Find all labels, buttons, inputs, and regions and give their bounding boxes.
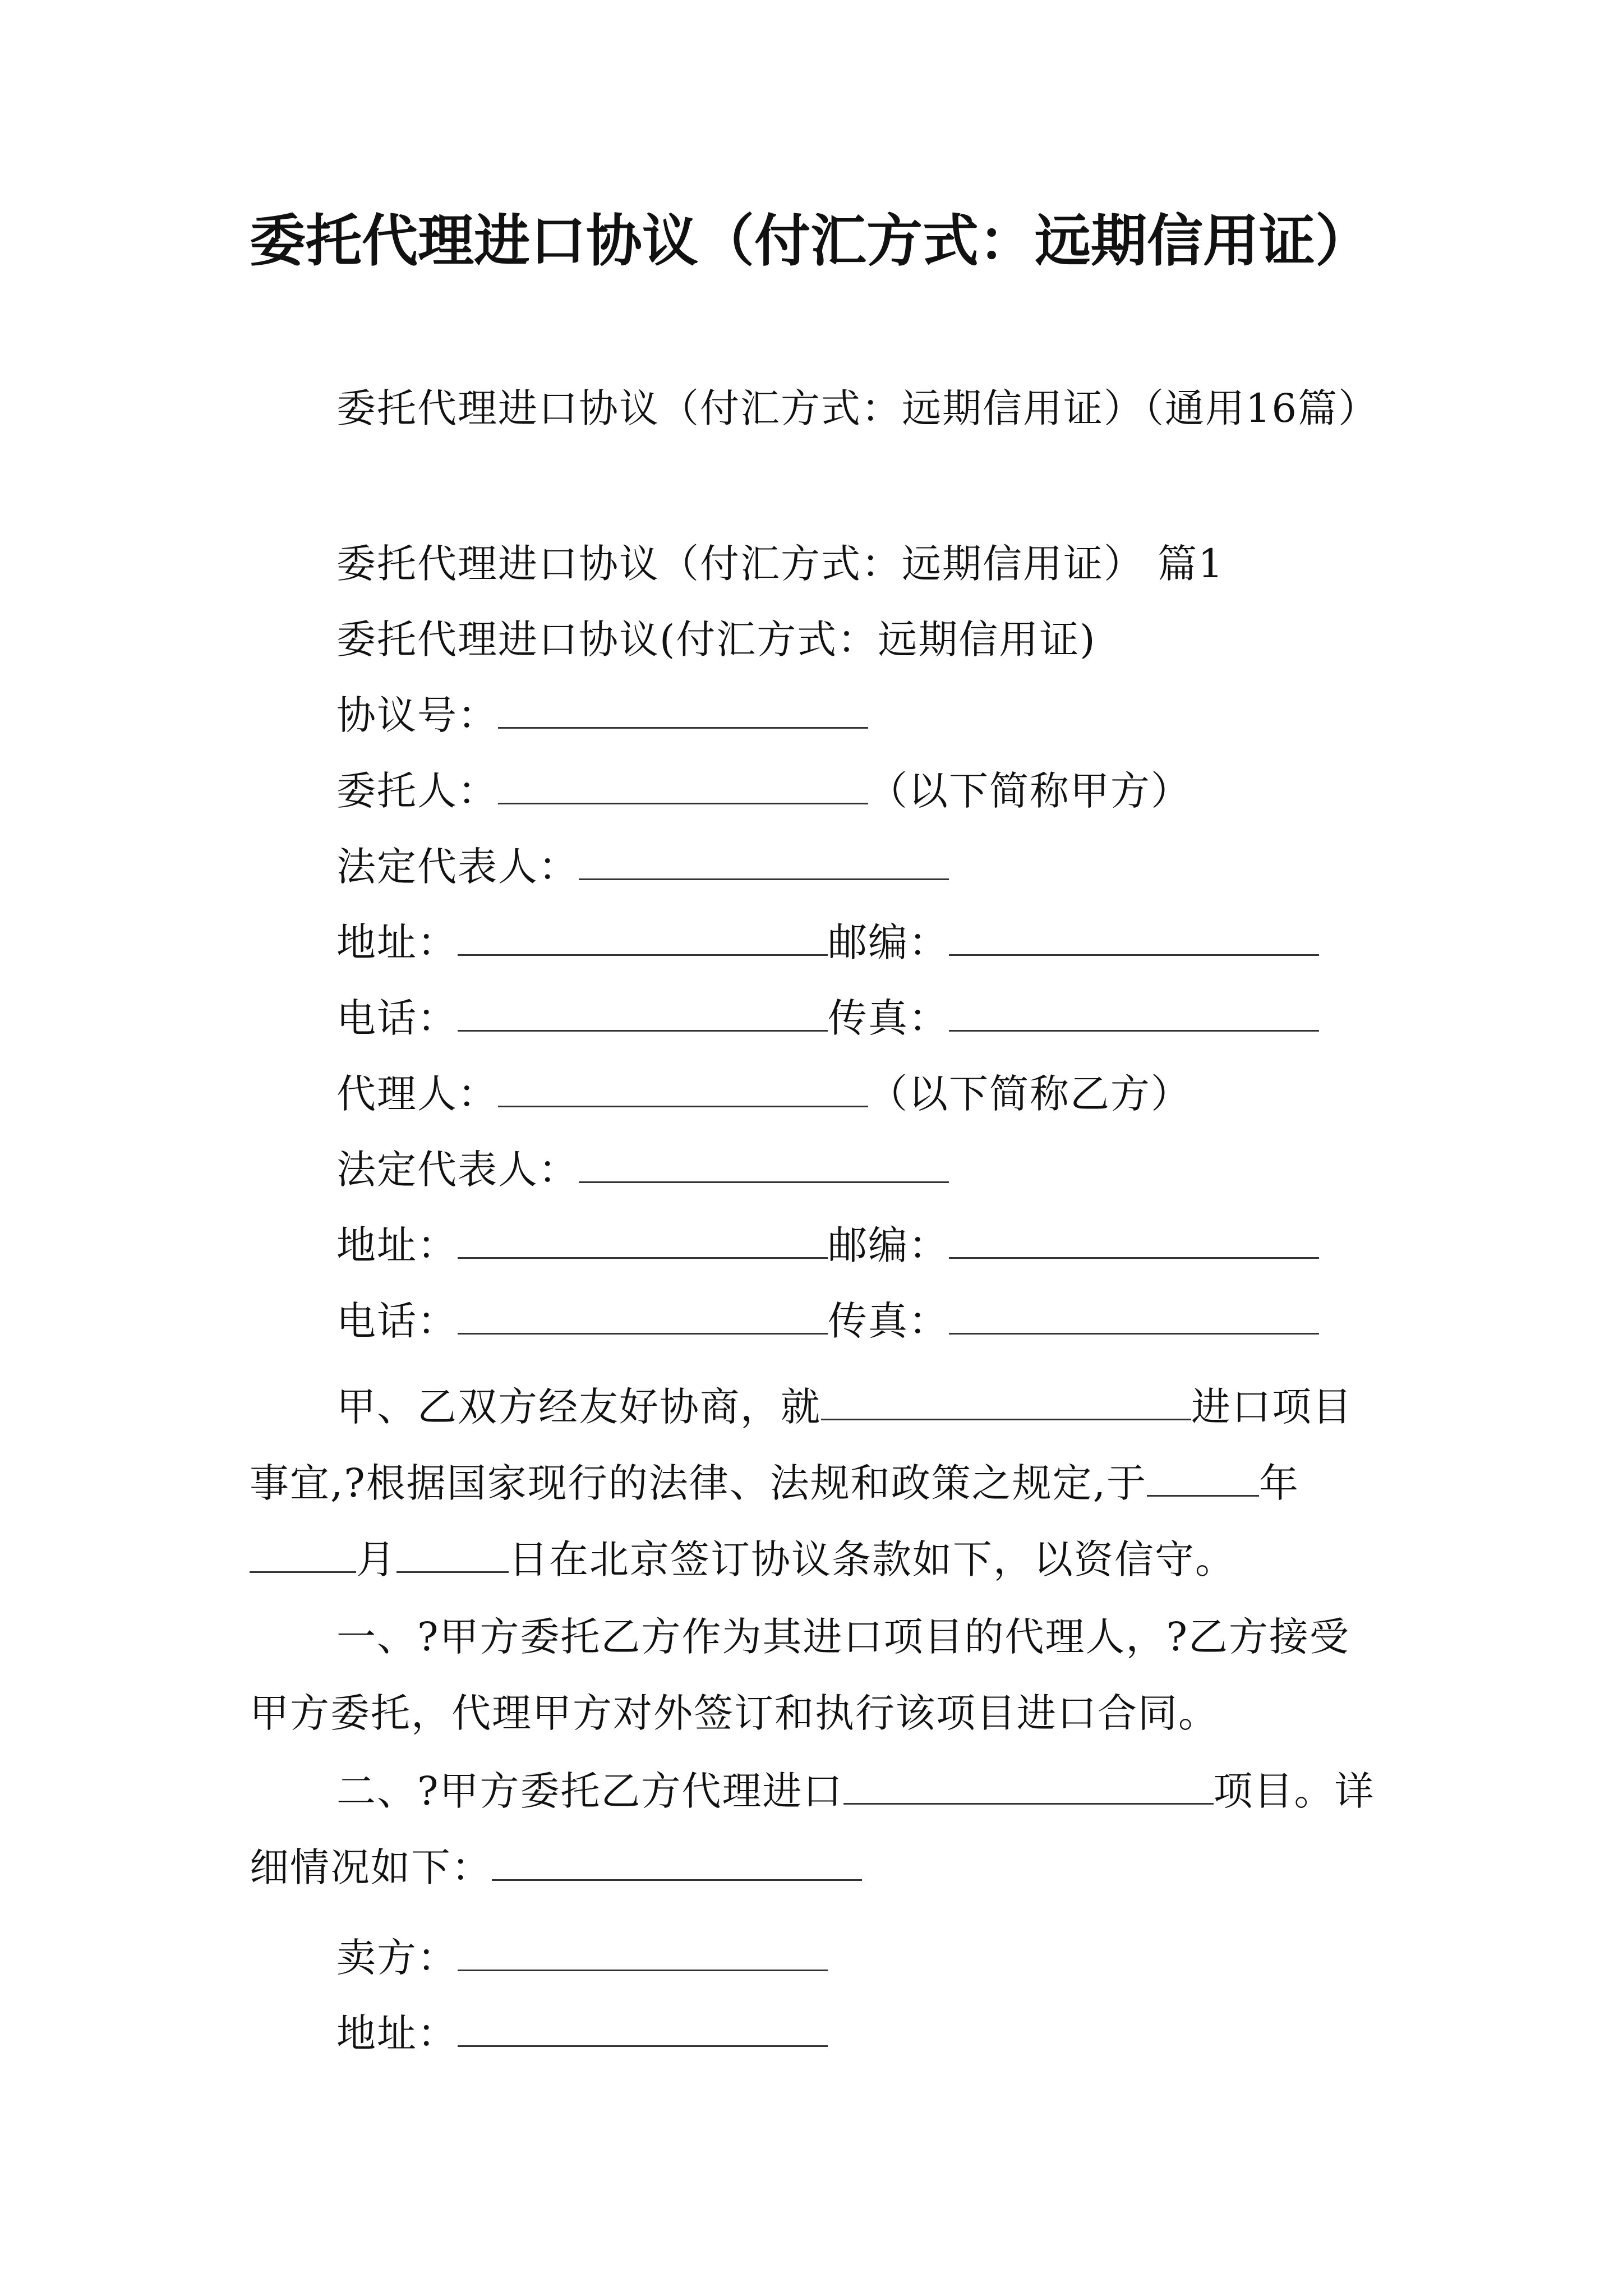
legal-rep-blank — [579, 1148, 949, 1183]
principal-suffix: （以下简称甲方） — [868, 768, 1191, 814]
fax-label: 传真： — [828, 1298, 949, 1344]
postcode-blank — [949, 1223, 1319, 1259]
agreement-name: 委托代理进口协议(付汇方式：远期信用证) — [336, 616, 1096, 662]
clause2-part1: 二、?甲方委托乙方代理进口 — [336, 1768, 843, 1814]
clause2-part2: 项目。详细情况如下： — [250, 1768, 1375, 1890]
month-blank — [250, 1538, 356, 1573]
principal-row — [336, 763, 1514, 819]
address-label: 地址： — [336, 1222, 458, 1268]
intro-month: 月 — [356, 1536, 396, 1582]
seller-row — [336, 1930, 1514, 1986]
intro-part2: 进口项目事宜,?根据国家现行的法律、法规和政策之规定,于 — [250, 1384, 1353, 1506]
agent-label: 代理人： — [336, 1071, 498, 1117]
phone-label: 电话： — [336, 1298, 458, 1344]
legal-rep-label: 法定代表人： — [336, 844, 579, 890]
intro-paragraph — [250, 1369, 1388, 1598]
day-blank — [396, 1538, 509, 1573]
principal-phone-row — [336, 990, 1514, 1046]
agent-legal-rep-row — [336, 1142, 1514, 1198]
seller-address-blank — [458, 2012, 828, 2047]
clause-2 — [250, 1753, 1388, 1906]
clause-1: 一、?甲方委托乙方作为其进口项目的代理人，?乙方接受甲方委托，代理甲方对外签订和执行该项目进口合同。 — [250, 1614, 1350, 1736]
legal-rep-blank — [579, 845, 949, 880]
principal-legal-rep-row — [336, 839, 1514, 895]
seller-label: 卖方： — [336, 1935, 458, 1981]
intro-part1: 甲、乙双方经友好协商，就 — [336, 1384, 821, 1430]
fax-label: 传真： — [828, 995, 949, 1041]
seller-address-row — [336, 2005, 1514, 2062]
fax-blank — [949, 1299, 1319, 1335]
document-title: 委托代理进口协议（付汇方式：远期信用证） — [250, 208, 1371, 274]
agent-suffix: （以下简称乙方） — [868, 1071, 1191, 1117]
principal-label: 委托人： — [336, 768, 498, 814]
agent-address-row — [336, 1217, 1514, 1273]
legal-rep-label: 法定代表人： — [336, 1147, 579, 1193]
agent-phone-row — [336, 1293, 1514, 1349]
intro-part3: 日在北京签订协议条款如下，以资信守。 — [509, 1536, 1235, 1582]
chapter-heading: 委托代理进口协议（付汇方式：远期信用证） 篇1 — [336, 541, 1224, 587]
agreement-no-blank — [498, 693, 868, 729]
intro-year: 年 — [1259, 1460, 1300, 1506]
agent-row — [336, 1066, 1514, 1122]
agreement-no-row — [336, 687, 1514, 743]
address-blank — [458, 921, 828, 956]
phone-label: 电话： — [336, 995, 458, 1041]
phone-blank — [458, 1299, 828, 1335]
address-blank — [458, 1223, 828, 1259]
seller-blank — [458, 1936, 828, 1971]
agent-blank — [498, 1072, 868, 1107]
year-blank — [1147, 1461, 1259, 1497]
postcode-label: 邮编： — [828, 919, 949, 965]
fax-blank — [949, 996, 1319, 1032]
seller-address-label: 地址： — [336, 2010, 458, 2056]
principal-blank — [498, 769, 868, 804]
details-blank — [492, 1846, 862, 1881]
agreement-no-label: 协议号： — [336, 692, 498, 738]
project-blank — [821, 1385, 1191, 1420]
postcode-blank — [949, 921, 1319, 956]
phone-blank — [458, 996, 828, 1032]
principal-address-row — [336, 914, 1514, 970]
import-project-blank — [843, 1769, 1214, 1805]
postcode-label: 邮编： — [828, 1222, 949, 1268]
document-subtitle: 委托代理进口协议（付汇方式：远期信用证）（通用16篇） — [336, 385, 1379, 431]
address-label: 地址： — [336, 919, 458, 965]
